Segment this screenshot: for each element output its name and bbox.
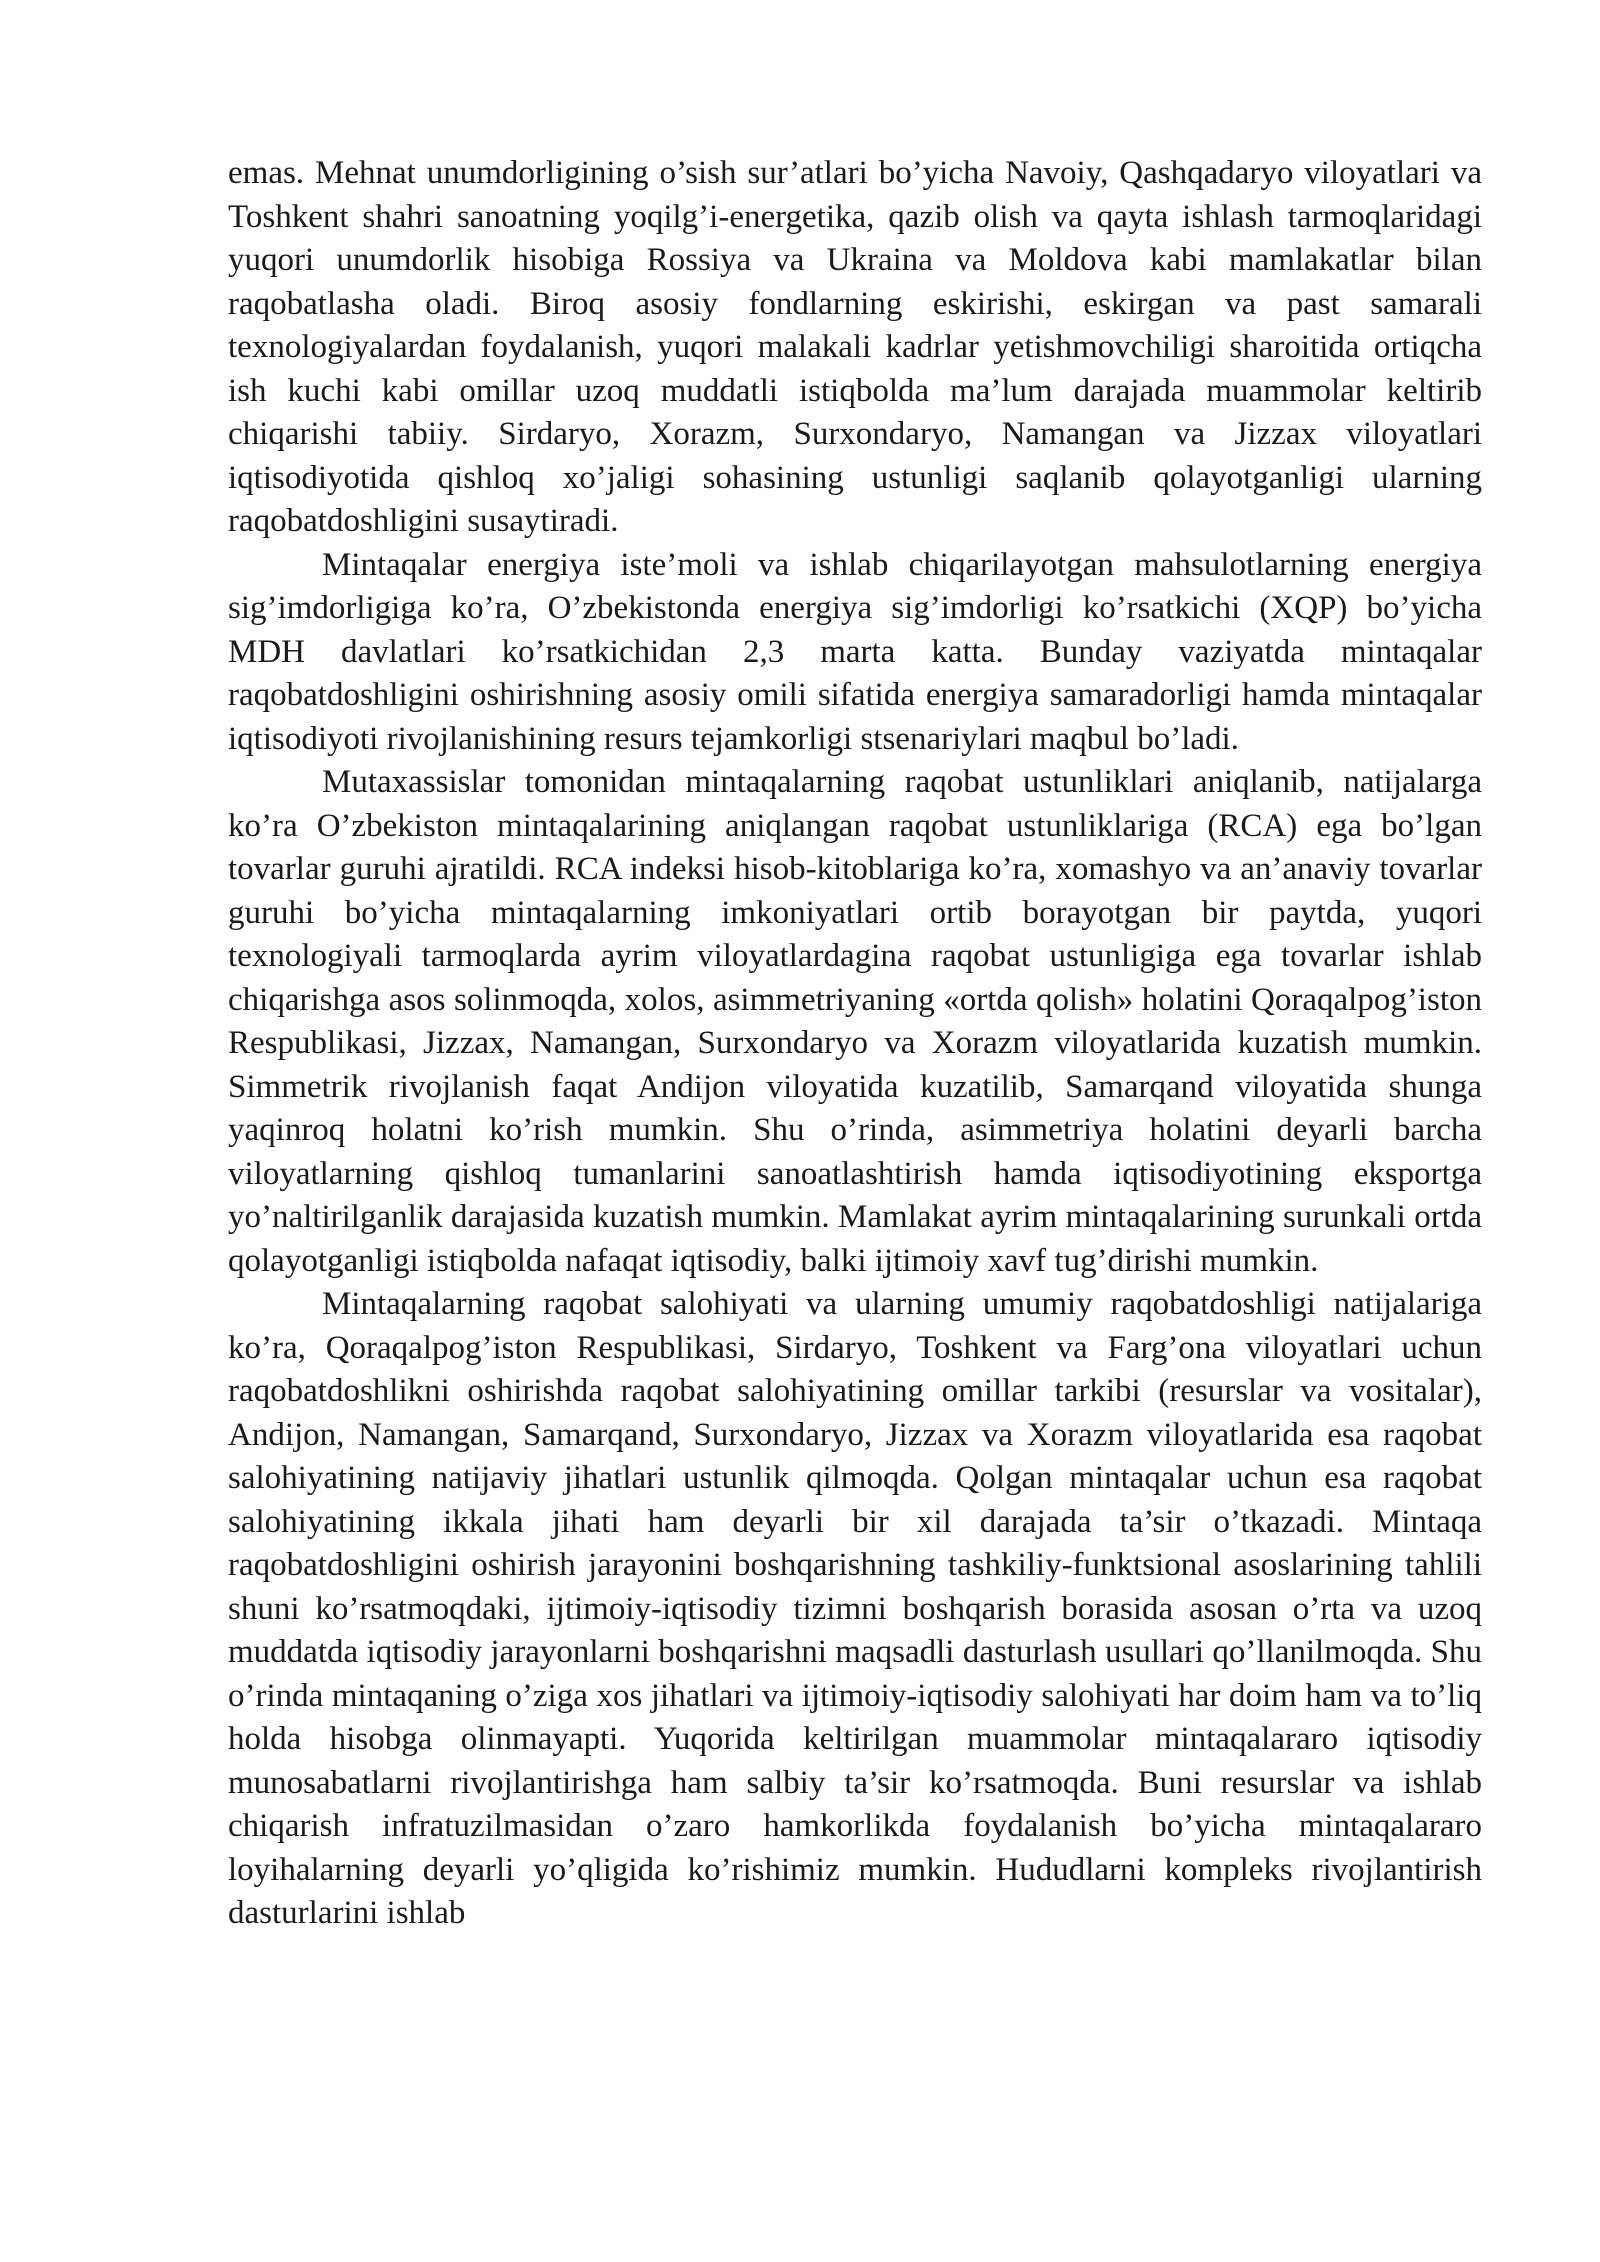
paragraph-3: Mutaxassislar tomonidan mintaqalarning raqobat ustunliklari aniqlanib, natijalarga ko’ra O’zbekiston mintaqalarining aniqlangan raqobat ustunliklariga (RCA) ega bo’lgan tovarlar guruhi ajratildi. RCA indeksi hisob-kitoblariga ko’ra, xomashyo va an’anaviy tovarlar guruhi bo’yicha mintaqalarning imkoniyatlari ortib borayotgan bir paytda, yuqori texnologiyali tarmoqlarda ayrim viloyatlardagina raqobat ustunligiga ega tovarlar ishlab chiqarishga asos solinmoqda, xolos, asimmetriyaning «ortda qolish» holatini Qoraqalpog’iston Respublikasi, Jizzax, Namangan, Surxondaryo va Xorazm viloyatlarida kuzatish mumkin. Simmetrik rivojlanish faqat Andijon viloyatida kuzatilib, Samarqand viloyatida shunga yaqinroq holatni ko’rish mumkin. Shu o’rinda, asimmetriya holatini deyarli barcha viloyatlarning qishloq tumanlarini sanoatlashtirish hamda iqtisodiyotining eksportga yo’naltirilganlik darajasida kuzatish mumkin. Mamlakat ayrim mintaqalarining surunkali ortda qolayotganligi istiqbolda nafaqat iqtisodiy, balki ijtimoiy xavf tug’dirishi mumkin. xyxy=(228,764,1482,1279)
paragraph-2: Mintaqalar energiya iste’moli va ishlab chiqarilayotgan mahsulotlarning energiya sig’imdorligiga ko’ra, O’zbekistonda energiya sig’imdorligi ko’rsatkichi (XQP) bo’yicha MDH davlatlari ko’rsatkichidan 2,3 marta katta. Bunday vaziyatda mintaqalar raqobatdoshligini oshirishning asosiy omili sifatida energiya samaradorligi hamda mintaqalar iqtisodiyoti rivojlanishining resurs tejamkorligi stsenariylari maqbul bo’ladi. xyxy=(228,546,1482,757)
paragraph-4: Mintaqalarning raqobat salohiyati va ularning umumiy raqobatdoshligi natijalariga ko’ra, Qoraqalpog’iston Respublikasi, Sirdaryo, Toshkent va Farg’ona viloyatlari uchun raqobatdoshlikni oshirishda raqobat salohiyatining omillar tarkibi (resurslar va vositalar), Andijon, Namangan, Samarqand, Surxondaryo, Jizzax va Xorazm viloyatlarida esa raqobat salohiyatining natijaviy jihatlari ustunlik qilmoqda. Qolgan mintaqalar uchun esa raqobat salohiyatining ikkala jihati ham deyarli bir xil darajada ta’sir o’tkazadi. Mintaqa raqobatdoshligini oshirish jarayonini boshqarishning tashkiliy-funktsional asoslarining tahlili shuni ko’rsatmoqdaki, ijtimoiy-iqtisodiy tizimni boshqarish borasida asosan o’rta va uzoq muddatda iqtisodiy jarayonlarni boshqarishni maqsadli dasturlash usullari qo’llanilmoqda. Shu o’rinda mintaqaning o’ziga xos jihatlari va ijtimoiy-iqtisodiy salohiyati har doim ham va to’liq holda hisobga olinmayapti. Yuqorida keltirilgan muammolar mintaqalararo iqtisodiy munosabatlarni rivojlantirishga ham salbiy ta’sir ko’rsatmoqda. Buni resurslar va ishlab chiqarish infratuzilmasidan o’zaro hamkorlikda foydalanish bo’yicha mintaqalararo loyihalarning deyarli yo’qligida ko’rishimiz mumkin. Hududlarni kompleks rivojlantirish dasturlarini ishlab xyxy=(228,1286,1482,1931)
paragraph-1: emas. Mehnat unumdorligining o’sish sur’atlari bo’yicha Navoiy, Qashqadaryo viloyatlari va Toshkent shahri sanoatning yoqilg’i-energetika, qazib olish va qayta ishlash tarmoqlaridagi yuqori unumdorlik hisobiga Rossiya va Ukraina va Moldova kabi mamlakatlar bilan raqobatlasha oladi. Biroq asosiy fondlarning eskirishi, eskirgan va past samarali texnologiyalardan foydalanish, yuqori malakali kadrlar yetishmovchiligi sharoitida ortiqcha ish kuchi kabi omillar uzoq muddatli istiqbolda ma’lum darajada muammolar keltirib chiqarishi tabiiy. Sirdaryo, Xorazm, Surxondaryo, Namangan va Jizzax viloyatlari iqtisodiyotida qishloq xo’jaligi sohasining ustunligi saqlanib qolayotganligi ularning raqobatdoshligini susaytiradi. xyxy=(228,155,1482,539)
document-body xyxy=(228,152,1482,1936)
